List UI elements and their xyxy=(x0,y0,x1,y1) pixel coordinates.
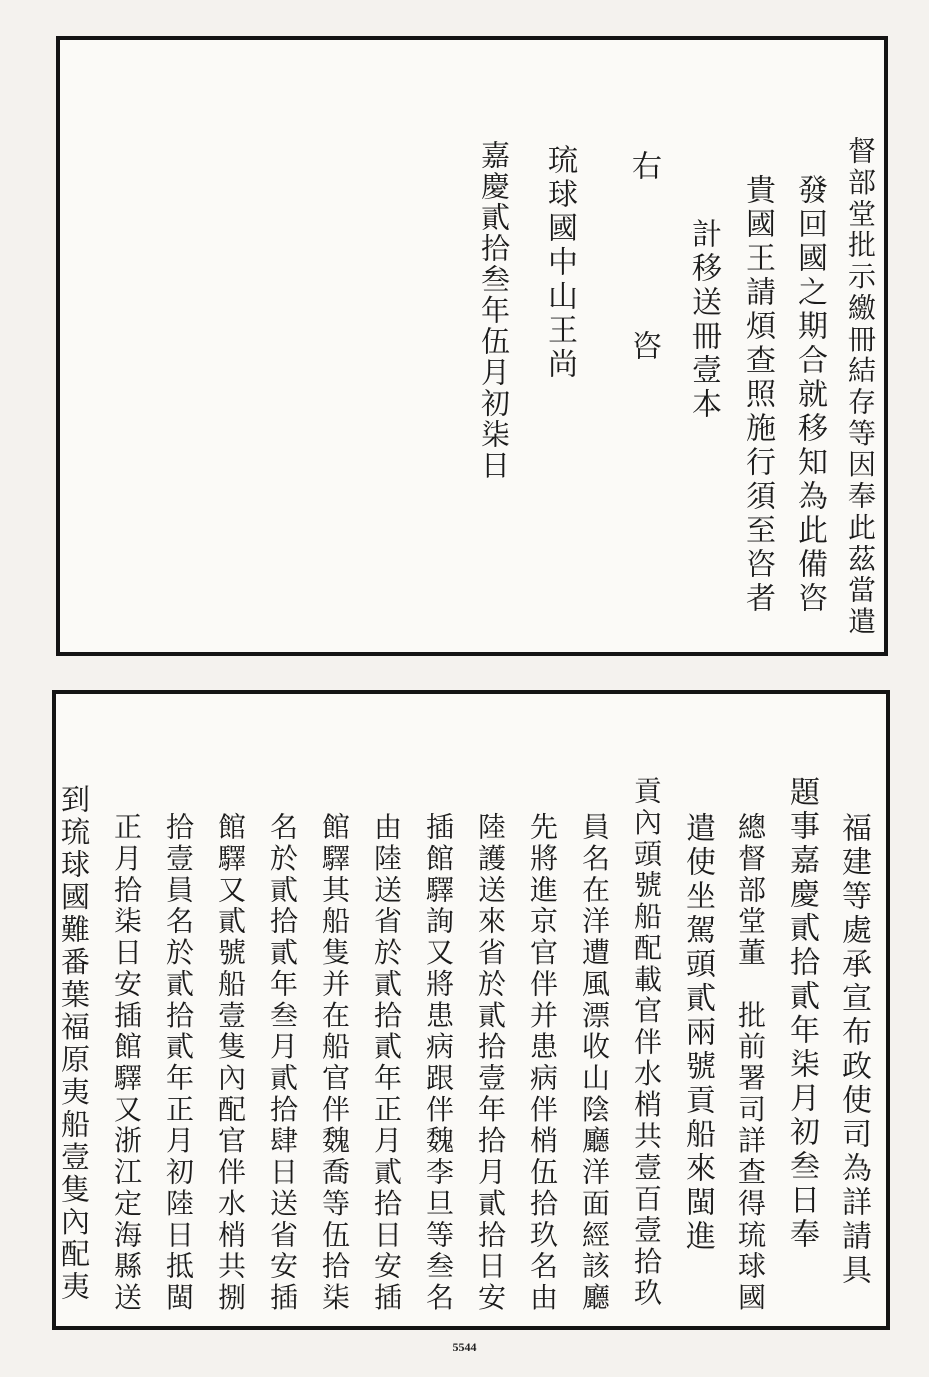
top-document-panel xyxy=(56,36,888,656)
text-column: 插館驛詢又將患病跟伴魏李旦等叁名 xyxy=(422,812,455,1314)
page-number: 5544 xyxy=(452,1340,477,1354)
bottom-document-panel xyxy=(52,690,890,1330)
text-column: 督部堂批示繳冊結存等因奉此茲當遣 xyxy=(844,136,877,638)
date-line: 嘉慶貳拾叁年伍月初柒日 xyxy=(477,140,511,481)
bottom-text-columns xyxy=(56,694,886,1326)
top-text-columns xyxy=(60,40,884,652)
text-column: 由陸送省於貳拾貳年正月貳拾日安插 xyxy=(370,812,403,1314)
text-column: 正月拾柒日安插館驛又浙江定海縣送 xyxy=(110,812,143,1314)
text-column: 遣使坐駕頭貳兩號貢船來閩進 xyxy=(680,812,715,1254)
text-column: 到琉球國難番葉福原夷船壹隻內配夷 xyxy=(57,784,91,1304)
text-column: 貴國王請煩查照施行須至咨者 xyxy=(740,174,775,616)
text-column: 右 xyxy=(626,150,661,184)
text-column: 館驛其船隻并在船官伴魏喬等伍拾柒 xyxy=(318,812,351,1314)
text-column: 總督部堂董 批前署司詳查得琉球國 xyxy=(734,812,767,1314)
text-column: 計移送冊壹本 xyxy=(686,218,721,422)
text-column: 發回國之期合就移知為此備咨 xyxy=(792,174,827,616)
text-column: 名於貳拾貳年叁月貳拾肆日送省安插 xyxy=(266,812,299,1314)
text-column: 題事嘉慶貳拾貳年柒月初叁日奉 xyxy=(784,776,819,1252)
text-column: 館驛又貳號船壹隻內配官伴水梢共捌 xyxy=(214,812,247,1314)
text-column: 琉球國中山王尚 xyxy=(542,144,577,382)
text-column: 拾壹員名於貳拾貳年正月初陸日抵閩 xyxy=(162,812,195,1314)
text-column: 福建等處承宣布政使司為詳請具 xyxy=(836,812,871,1288)
text-column: 陸護送來省於貳拾壹年拾月貳拾日安 xyxy=(474,812,507,1314)
text-column: 員名在洋遭風漂收山陰廳洋面經該廳 xyxy=(578,812,611,1314)
text-column: 先將進京官伴并患病伴梢伍拾玖名由 xyxy=(526,812,559,1314)
text-column: 貢內頭號船配載官伴水梢共壹百壹拾玖 xyxy=(630,776,663,1310)
text-column: 咨 xyxy=(626,330,661,364)
